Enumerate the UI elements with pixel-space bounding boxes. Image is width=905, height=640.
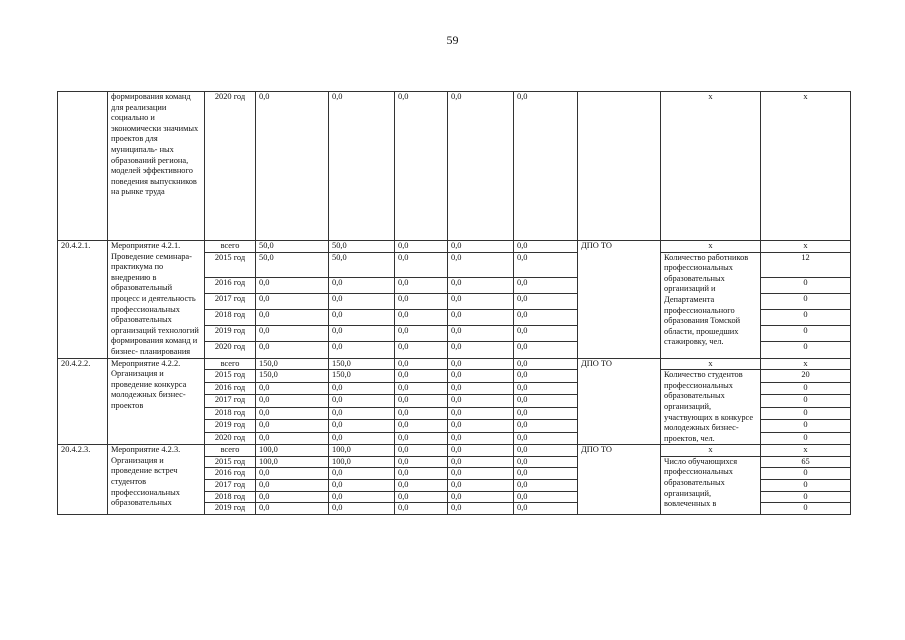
- value-cell: 0,0: [256, 407, 329, 420]
- event-number-cell: 20.4.2.2.: [58, 358, 108, 445]
- value-cell: 0,0: [448, 420, 514, 433]
- value-cell: 0,0: [514, 480, 578, 492]
- value-cell: 0,0: [256, 468, 329, 480]
- value-cell: 150,0: [329, 370, 395, 383]
- value-cell: 0,0: [395, 407, 448, 420]
- value-cell: 100,0: [329, 445, 395, 457]
- value-cell: 0,0: [329, 407, 395, 420]
- value-cell: 0,0: [448, 456, 514, 468]
- value-cell: 0,0: [448, 252, 514, 278]
- value-cell: 0,0: [329, 342, 395, 358]
- value-cell: 150,0: [256, 358, 329, 370]
- value-cell: 0,0: [256, 395, 329, 408]
- event-name-cell: Мероприятие 4.2.2. Организация и проведение конкурса молодежных бизнес-проектов: [108, 358, 205, 445]
- value-cell: 0,0: [329, 382, 395, 395]
- year-cell: 2016 год: [205, 382, 256, 395]
- value-cell: 0,0: [256, 432, 329, 445]
- value-cell: 0,0: [448, 358, 514, 370]
- value-cell: 0,0: [329, 468, 395, 480]
- value-cell: 0,0: [395, 432, 448, 445]
- value-cell: 0,0: [514, 370, 578, 383]
- indicator-value-cell: 0: [761, 432, 851, 445]
- value-cell: 0,0: [514, 491, 578, 503]
- indicator-value-cell: x: [761, 241, 851, 253]
- year-cell: 2020 год: [205, 92, 256, 241]
- value-cell: 0,0: [395, 278, 448, 294]
- value-cell: 0,0: [329, 432, 395, 445]
- value-cell: 0,0: [256, 503, 329, 515]
- value-cell: 0,0: [514, 252, 578, 278]
- value-cell: 0,0: [395, 491, 448, 503]
- value-cell: 0,0: [256, 480, 329, 492]
- value-cell: 0,0: [329, 503, 395, 515]
- value-cell: 150,0: [329, 358, 395, 370]
- value-cell: 0,0: [448, 503, 514, 515]
- value-cell: 0,0: [448, 382, 514, 395]
- value-cell: 0,0: [514, 326, 578, 342]
- indicator-cell: x: [661, 92, 761, 241]
- value-cell: 0,0: [256, 92, 329, 241]
- value-cell: 100,0: [256, 445, 329, 457]
- value-cell: 0,0: [448, 468, 514, 480]
- value-cell: 0,0: [448, 432, 514, 445]
- value-cell: 0,0: [448, 92, 514, 241]
- page-number: 59: [446, 33, 459, 47]
- value-cell: 0,0: [329, 294, 395, 310]
- indicator-value-cell: x: [761, 445, 851, 457]
- year-cell: 2019 год: [205, 503, 256, 515]
- value-cell: 0,0: [329, 395, 395, 408]
- value-cell: 0,0: [395, 252, 448, 278]
- value-cell: 0,0: [395, 326, 448, 342]
- year-cell: 2018 год: [205, 310, 256, 326]
- indicator-value-cell: 0: [761, 326, 851, 342]
- indicator-value-cell: 0: [761, 480, 851, 492]
- year-cell: 2019 год: [205, 326, 256, 342]
- value-cell: 0,0: [395, 503, 448, 515]
- value-cell: 0,0: [448, 310, 514, 326]
- value-cell: 0,0: [395, 241, 448, 253]
- value-cell: 0,0: [256, 326, 329, 342]
- value-cell: 0,0: [395, 92, 448, 241]
- value-cell: 0,0: [395, 358, 448, 370]
- indicator-value-cell: 0: [761, 310, 851, 326]
- value-cell: 0,0: [329, 92, 395, 241]
- value-cell: 0,0: [395, 370, 448, 383]
- value-cell: 0,0: [395, 310, 448, 326]
- indicator-cell: x: [661, 241, 761, 253]
- value-cell: 0,0: [514, 395, 578, 408]
- value-cell: 0,0: [395, 294, 448, 310]
- value-cell: 0,0: [448, 480, 514, 492]
- year-cell: 2015 год: [205, 252, 256, 278]
- year-cell: 2017 год: [205, 294, 256, 310]
- value-cell: 0,0: [448, 491, 514, 503]
- year-cell: 2018 год: [205, 407, 256, 420]
- value-cell: 0,0: [514, 294, 578, 310]
- indicator-value-cell: x: [761, 92, 851, 241]
- value-cell: 0,0: [514, 456, 578, 468]
- value-cell: 100,0: [329, 456, 395, 468]
- value-cell: 0,0: [329, 278, 395, 294]
- value-cell: 150,0: [256, 370, 329, 383]
- value-cell: 0,0: [448, 241, 514, 253]
- value-cell: 0,0: [329, 326, 395, 342]
- value-cell: 100,0: [256, 456, 329, 468]
- year-cell: 2017 год: [205, 480, 256, 492]
- value-cell: 0,0: [256, 278, 329, 294]
- year-cell: всего: [205, 445, 256, 457]
- value-cell: 0,0: [256, 342, 329, 358]
- table-row: [58, 358, 851, 370]
- table-row: [58, 445, 851, 457]
- num-cell: [58, 92, 108, 241]
- year-cell: 2018 год: [205, 491, 256, 503]
- value-cell: 0,0: [514, 420, 578, 433]
- value-cell: 0,0: [329, 480, 395, 492]
- value-cell: 0,0: [395, 445, 448, 457]
- value-cell: 0,0: [329, 491, 395, 503]
- table-body: [58, 92, 851, 515]
- indicator-value-cell: 0: [761, 294, 851, 310]
- value-cell: 0,0: [256, 420, 329, 433]
- value-cell: 0,0: [395, 420, 448, 433]
- year-cell: 2016 год: [205, 468, 256, 480]
- value-cell: 0,0: [395, 342, 448, 358]
- value-cell: 50,0: [256, 252, 329, 278]
- year-cell: 2020 год: [205, 432, 256, 445]
- event-name-cell: формирования команд для реализации социально и экономически значимых проектов для муниципаль- ных образований региона, моделей эффективного поведения выпускников на рынке труда: [108, 92, 205, 241]
- indicator-value-cell: x: [761, 358, 851, 370]
- program-table: [57, 91, 851, 515]
- year-cell: всего: [205, 358, 256, 370]
- executor-cell: [578, 92, 661, 241]
- value-cell: 0,0: [448, 445, 514, 457]
- value-cell: 50,0: [329, 252, 395, 278]
- event-name-cell: Мероприятие 4.2.3. Организация и проведение встреч студентов профессиональных образовательных: [108, 445, 205, 515]
- value-cell: 0,0: [395, 468, 448, 480]
- indicator-value-cell: 0: [761, 278, 851, 294]
- indicator-name-cell: Число обучающихся профессиональных образовательных организаций, вовлеченных в: [661, 456, 761, 514]
- indicator-value-cell: 0: [761, 342, 851, 358]
- value-cell: 0,0: [329, 310, 395, 326]
- value-cell: 0,0: [395, 382, 448, 395]
- executor-cell: ДПО ТО: [578, 445, 661, 515]
- value-cell: 0,0: [395, 480, 448, 492]
- year-cell: 2020 год: [205, 342, 256, 358]
- value-cell: 0,0: [256, 491, 329, 503]
- value-cell: 0,0: [514, 407, 578, 420]
- value-cell: 0,0: [448, 395, 514, 408]
- indicator-value-cell: 65: [761, 456, 851, 468]
- indicator-name-cell: Количество студентов профессиональных образовательных организаций, участвующих в конкурсе молодежных бизнес- проектов, чел.: [661, 370, 761, 445]
- value-cell: 0,0: [448, 326, 514, 342]
- value-cell: 0,0: [514, 503, 578, 515]
- value-cell: 0,0: [256, 310, 329, 326]
- indicator-value-cell: 0: [761, 468, 851, 480]
- indicator-value-cell: 0: [761, 395, 851, 408]
- value-cell: 0,0: [514, 92, 578, 241]
- indicator-value-cell: 0: [761, 491, 851, 503]
- table-row: [58, 92, 851, 241]
- value-cell: 0,0: [395, 395, 448, 408]
- year-cell: 2015 год: [205, 370, 256, 383]
- indicator-value-cell: 12: [761, 252, 851, 278]
- indicator-value-cell: 0: [761, 503, 851, 515]
- table-row: [58, 241, 851, 253]
- executor-cell: ДПО ТО: [578, 358, 661, 445]
- year-cell: 2017 год: [205, 395, 256, 408]
- value-cell: 0,0: [514, 432, 578, 445]
- year-cell: 2019 год: [205, 420, 256, 433]
- indicator-value-cell: 0: [761, 382, 851, 395]
- value-cell: 0,0: [514, 310, 578, 326]
- value-cell: 0,0: [514, 241, 578, 253]
- value-cell: 0,0: [329, 420, 395, 433]
- event-number-cell: 20.4.2.1.: [58, 241, 108, 359]
- value-cell: 50,0: [256, 241, 329, 253]
- executor-cell: ДПО ТО: [578, 241, 661, 359]
- value-cell: 0,0: [256, 294, 329, 310]
- value-cell: 0,0: [448, 370, 514, 383]
- indicator-value-cell: 20: [761, 370, 851, 383]
- indicator-value-cell: 0: [761, 407, 851, 420]
- year-cell: 2015 год: [205, 456, 256, 468]
- event-name-cell: Мероприятие 4.2.1. Проведение семинара- практикума по внедрению в образовательный процесс и деятельность профессиональных образовательных организаций технологий формирования команд и бизнес- планирования: [108, 241, 205, 359]
- value-cell: 0,0: [448, 342, 514, 358]
- value-cell: 0,0: [448, 407, 514, 420]
- indicator-name-cell: Количество работников профессиональных образовательных организаций и Департамента профессионального образования Томской области, прошедших стажировку, чел.: [661, 252, 761, 358]
- indicator-cell: x: [661, 358, 761, 370]
- value-cell: 0,0: [514, 468, 578, 480]
- indicator-cell: x: [661, 445, 761, 457]
- indicator-value-cell: 0: [761, 420, 851, 433]
- value-cell: 0,0: [514, 278, 578, 294]
- value-cell: 0,0: [514, 382, 578, 395]
- event-number-cell: 20.4.2.3.: [58, 445, 108, 515]
- value-cell: 0,0: [514, 342, 578, 358]
- value-cell: 0,0: [448, 294, 514, 310]
- value-cell: 0,0: [514, 358, 578, 370]
- value-cell: 0,0: [256, 382, 329, 395]
- value-cell: 0,0: [514, 445, 578, 457]
- value-cell: 0,0: [448, 278, 514, 294]
- year-cell: всего: [205, 241, 256, 253]
- value-cell: 50,0: [329, 241, 395, 253]
- value-cell: 0,0: [395, 456, 448, 468]
- year-cell: 2016 год: [205, 278, 256, 294]
